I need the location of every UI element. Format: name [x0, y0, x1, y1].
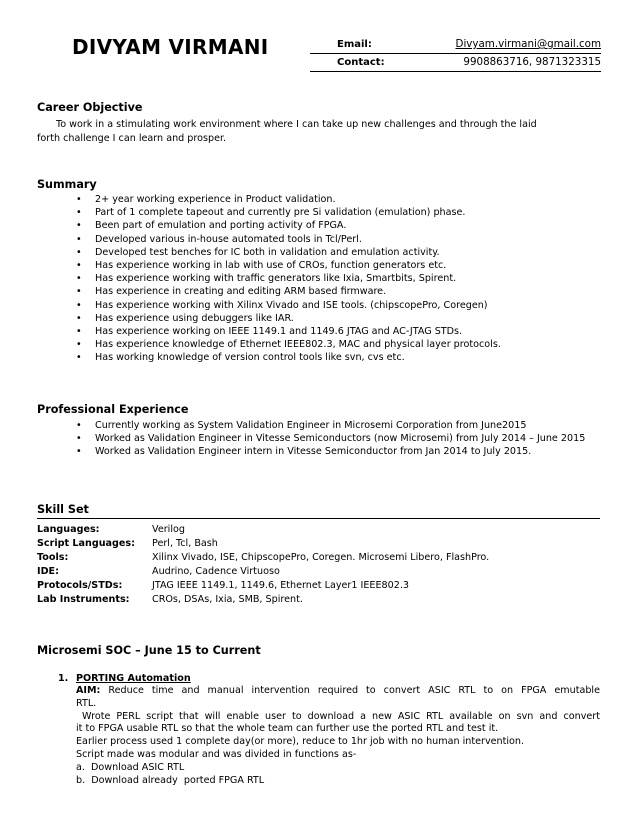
career-objective-heading: Career Objective [37, 101, 143, 114]
skill-label: IDE: [37, 566, 59, 577]
summary-item: • Been part of emulation and porting activity of FPGA. [76, 219, 600, 232]
skill-value: JTAG IEEE 1149.1, 1149.6, Ethernet Layer1 IEEE802.3 [152, 580, 409, 591]
project-aim-line2: RTL. [76, 697, 97, 709]
project-sub-a: a. Download ASIC RTL [76, 761, 185, 773]
summary-item: • Has experience working on IEEE 1149.1 and 1149.6 JTAG and AC-JTAG STDs. [76, 325, 600, 338]
skill-value: Xilinx Vivado, ISE, ChipscopePro, Coregen. Microsemi Libero, FlashPro. [152, 552, 490, 563]
project-aim-line [76, 685, 600, 698]
contact-label: Contact: [337, 57, 385, 68]
summary-item: • Has experience working with Xilinx Vivado and ISE tools. (chipscopePro, Coregen) [76, 299, 600, 312]
summary-item: • Has experience working in lab with use of CROs, function generators etc. [76, 259, 600, 272]
summary-item: • Developed various in-house automated tools in Tcl/Perl. [76, 233, 600, 246]
project-desc-line3: Earlier process used 1 complete day(or more), reduce to 1hr job with no human intervention. [76, 736, 525, 748]
summary-heading: Summary [37, 178, 97, 191]
skill-label: Lab Instruments: [37, 594, 130, 605]
project-item-number: 1. [58, 673, 69, 684]
project-desc-line2: it to FPGA usable RTL so that the whole team can further use the ported RTL and test it. [76, 723, 499, 735]
experience-item-2: • Worked as Validation Engineer in Vitesse Semiconductors (now Microsemi) from July 2014 – June 2015 [76, 432, 600, 445]
skills-heading: Skill Set [37, 503, 89, 516]
project-heading: Microsemi SOC – June 15 to Current [37, 644, 261, 657]
project-desc-line4: Script made was modular and was divided in functions as- [76, 748, 357, 760]
aim-text: Reduce time and manual intervention required to convert ASIC RTL to on FPGA emutable [100, 685, 600, 696]
summary-item: • Has experience knowledge of Ethernet IEEE802.3, MAC and physical layer protocols. [76, 338, 600, 351]
candidate-name: DIVYAM VIRMANI [72, 35, 269, 59]
email-label: Email: [337, 39, 372, 50]
experience-item-3: • Worked as Validation Engineer intern in Vitesse Semiconductor from Jan 2014 to July 2015. [76, 445, 600, 458]
skill-value: Perl, Tcl, Bash [152, 538, 218, 549]
summary-item: • Part of 1 complete tapeout and currently pre Si validation (emulation) phase. [76, 206, 600, 219]
summary-item: • Developed test benches for IC both in validation and emulation activity. [76, 246, 600, 259]
summary-item: • Has experience using debuggers like IAR. [76, 312, 600, 325]
skill-label: Protocols/STDs: [37, 580, 123, 591]
header-divider-2 [310, 71, 601, 72]
experience-heading: Professional Experience [37, 403, 189, 416]
email-link[interactable]: Divyam.virmani@gmail.com [455, 38, 601, 50]
skill-value: Verilog [152, 524, 185, 535]
skill-value: CROs, DSAs, Ixia, SMB, Spirent. [152, 594, 303, 605]
career-objective-line1: To work in a stimulating work environment where I can take up new challenges and through the laid [56, 119, 537, 130]
experience-item-1: • Currently working as System Validation Engineer in Microsemi Corporation from June2015 [76, 419, 600, 432]
summary-list [76, 193, 600, 364]
project-desc-line1: Wrote PERL script that will enable user to download a new ASIC RTL available on svn and convert [76, 710, 600, 722]
summary-item: • Has working knowledge of version control tools like svn, cvs etc. [76, 351, 600, 364]
project-sub-b: b. Download already ported FPGA RTL [76, 774, 265, 786]
skill-label: Tools: [37, 552, 69, 563]
skill-label: Script Languages: [37, 538, 135, 549]
project-item-title: PORTING Automation [76, 673, 191, 684]
skill-label: Languages: [37, 524, 100, 535]
contact-value: 9908863716, 9871323315 [463, 56, 601, 68]
summary-item: • Has experience working with traffic generators like Ixia, Smartbits, Spirent. [76, 272, 600, 285]
career-objective-line2: forth challenge I can learn and prosper. [37, 133, 227, 144]
skills-divider [37, 518, 600, 519]
summary-item: • 2+ year working experience in Product validation. [76, 193, 600, 206]
experience-list [76, 419, 600, 459]
email-value[interactable] [456, 38, 601, 50]
aim-label: AIM: [76, 685, 101, 696]
skill-value: Audrino, Cadence Virtuoso [152, 566, 280, 577]
summary-item: • Has experience in creating and editing ARM based firmware. [76, 285, 600, 298]
project-description [76, 685, 600, 787]
header-divider-1 [310, 53, 601, 54]
